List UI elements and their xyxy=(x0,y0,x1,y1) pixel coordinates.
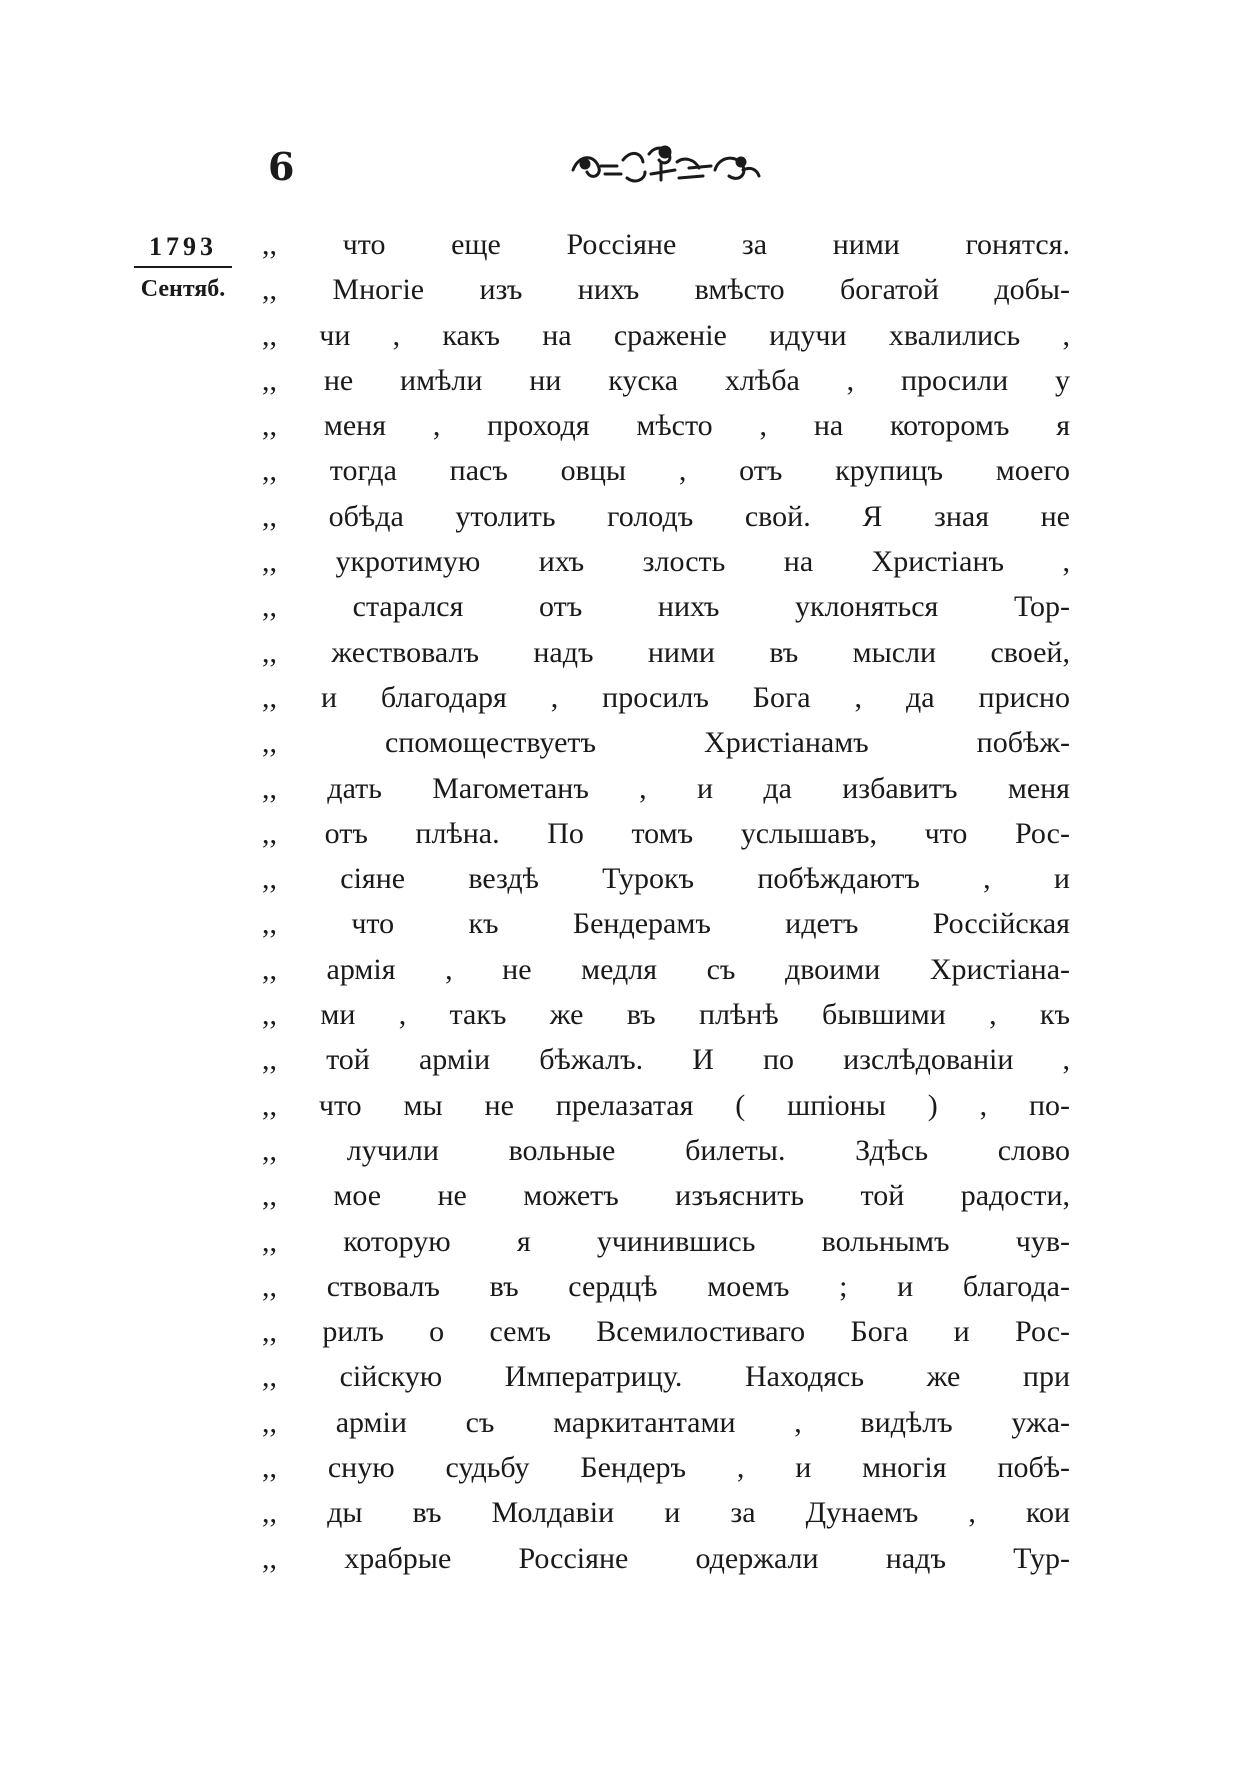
text-line: ,, меня , проходя мѣсто , на которомъ я xyxy=(262,409,1070,443)
text-line: ,, рилъ о семъ Всемилостиваго Бога и Рос- xyxy=(262,1315,1070,1349)
text-line: ,, ми , такъ же въ плѣнѣ бывшими , къ xyxy=(262,998,1070,1032)
margin-year: 1793 xyxy=(149,232,217,261)
text-line: ,, старался отъ нихъ уклоняться Тор- xyxy=(262,590,1070,624)
text-line: ,, сную судьбу Бендеръ , и многія побѣ- xyxy=(262,1451,1070,1485)
text-line: ,, арміи съ маркитантами , видѣлъ ужа- xyxy=(262,1405,1070,1439)
text-line: ,, сійскую Императрицу. Находясь же при xyxy=(262,1360,1070,1394)
text-line: ,, не имѣли ни куска хлѣба , просили у xyxy=(262,363,1070,397)
text-line: ,, которую я учинившись вольнымъ чув- xyxy=(262,1224,1070,1258)
page-number: 6 xyxy=(268,144,295,189)
margin-note xyxy=(118,232,248,304)
body-text xyxy=(262,222,1070,1581)
text-line: ,, обѣда утолить голодъ свой. Я зная не xyxy=(262,499,1070,533)
text-line: ,, ды въ Молдавіи и за Дунаемъ , кои xyxy=(262,1496,1070,1530)
text-line: ,, и благодаря , просилъ Бога , да присно xyxy=(262,680,1070,714)
text-line: ,, Многіе изъ нихъ вмѣсто богатой добы- xyxy=(262,273,1070,307)
text-line: ,, что еще Россіяне за ними гонятся. xyxy=(262,228,1070,261)
text-line: ,, храбрые Россіяне одержали надъ Тур- xyxy=(262,1541,1070,1575)
text-line: ,, мое не можетъ изъяснить той радости, xyxy=(262,1179,1070,1213)
text-line: ,, ствовалъ въ сердцѣ моемъ ; и благода- xyxy=(262,1269,1070,1303)
margin-month: Сентяб. xyxy=(140,276,226,302)
text-line: ,, той арміи бѣжалъ. И по изслѣдованіи , xyxy=(262,1043,1070,1077)
text-line: ,, армія , не медля съ двоими Христіана- xyxy=(262,952,1070,986)
text-line: ,, укротимую ихъ злость на Христіанъ , xyxy=(262,545,1070,579)
text-line: ,, что мы не прелазатая ( шпіоны ) , по- xyxy=(262,1088,1070,1122)
text-line: ,, что къ Бендерамъ идетъ Россійская xyxy=(262,907,1070,941)
text-line: ,, дать Магометанъ , и да избавитъ меня xyxy=(262,771,1070,805)
text-line: ,, спомоществуетъ Христіанамъ побѣж- xyxy=(262,726,1070,760)
margin-divider xyxy=(134,266,232,268)
text-line: ,, тогда пасъ овцы , отъ крупицъ моего xyxy=(262,454,1070,488)
text-line: ,, лучили вольные билеты. Здѣсь слово xyxy=(262,1133,1070,1167)
text-line: ,, жествовалъ надъ ними въ мысли своей, xyxy=(262,635,1070,669)
text-line: ,, отъ плѣна. По томъ услышавъ, что Рос- xyxy=(262,816,1070,850)
text-line: ,, чи , какъ на сраженіе идучи хвалились , xyxy=(262,318,1070,352)
decorative-ornament-icon xyxy=(565,140,765,190)
text-line: ,, сіяне вездѣ Турокъ побѣждаютъ , и xyxy=(262,862,1070,896)
